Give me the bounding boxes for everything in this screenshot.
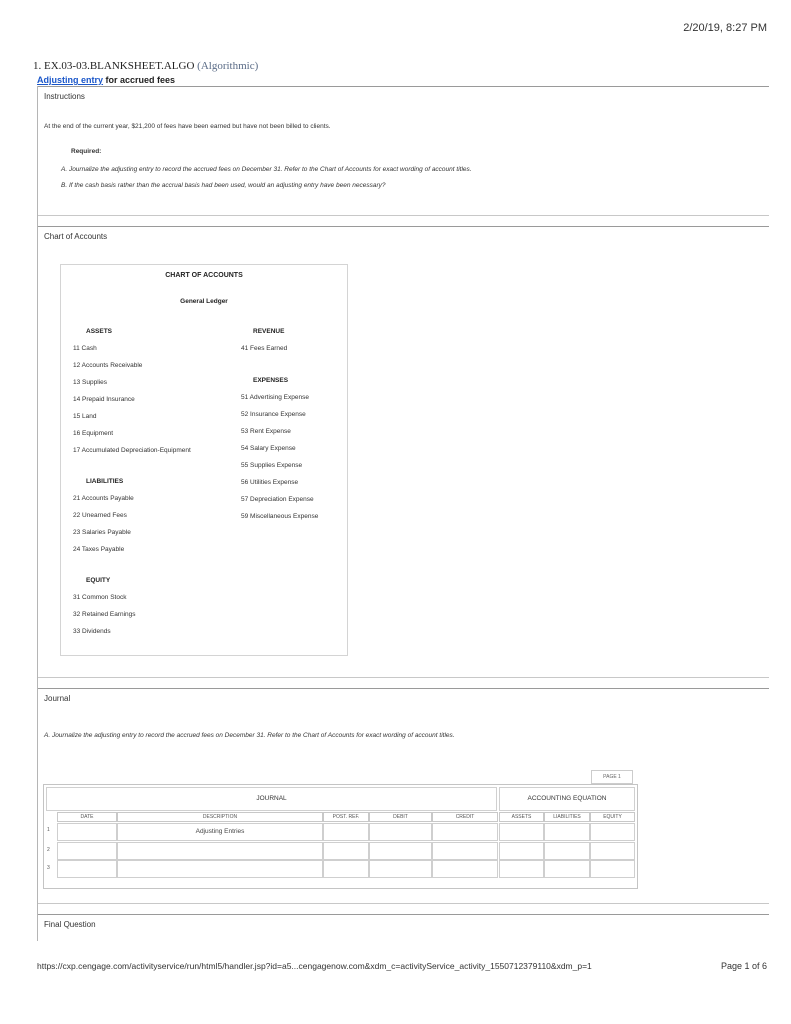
final-question-title: Final Question — [44, 920, 96, 929]
coa-subheading: General Ledger — [180, 298, 228, 305]
coa-heading: CHART OF ACCOUNTS — [165, 272, 243, 279]
section-border — [38, 914, 769, 915]
account-item: 32 Retained Earnings — [73, 611, 136, 618]
journal-table — [43, 784, 638, 889]
account-item: 21 Accounts Payable — [73, 495, 134, 502]
account-item: 13 Supplies — [73, 379, 107, 386]
print-date: 2/20/19, 8:27 PM — [683, 22, 767, 34]
account-item: 15 Land — [73, 413, 97, 420]
assets-cell[interactable] — [499, 860, 544, 878]
section-border — [38, 86, 769, 87]
instruction-item-b: B. If the cash basis rather than the accrual basis had been used, would an adjusting entry have been necessary? — [61, 182, 386, 189]
instructions-body: At the end of the current year, $21,200 of fees have been earned but have not been billed to clients. — [44, 123, 331, 130]
journal-title: Journal — [44, 694, 71, 703]
col-debit: DEBIT — [369, 812, 432, 822]
row-number: 3 — [47, 865, 50, 871]
section-divider — [38, 677, 769, 678]
section-border — [38, 226, 769, 227]
account-item: 31 Common Stock — [73, 594, 127, 601]
post-ref-cell[interactable] — [323, 842, 369, 860]
account-item: 24 Taxes Payable — [73, 546, 125, 553]
col-assets: ASSETS — [499, 812, 544, 822]
assets-cell[interactable] — [499, 842, 544, 860]
row-number: 1 — [47, 827, 50, 833]
account-item: 56 Utilities Expense — [241, 479, 299, 486]
col-equity: EQUITY — [590, 812, 635, 822]
account-item: 23 Salaries Payable — [73, 529, 131, 536]
date-cell[interactable] — [57, 823, 117, 841]
journal-page-tab[interactable]: PAGE 1 — [591, 770, 633, 784]
col-post-ref: POST. REF. — [323, 812, 369, 822]
post-ref-cell[interactable] — [323, 823, 369, 841]
col-date: DATE — [57, 812, 117, 822]
equity-cell[interactable] — [590, 823, 635, 841]
assets-heading: ASSETS — [86, 328, 113, 335]
col-credit: CREDIT — [432, 812, 498, 822]
chart-of-accounts-box — [60, 264, 348, 656]
account-item: 16 Equipment — [73, 430, 114, 437]
credit-cell[interactable] — [432, 842, 498, 860]
revenue-heading: REVENUE — [253, 328, 285, 335]
account-item: 59 Miscellaneous Expense — [241, 513, 319, 520]
final-question-section — [37, 914, 769, 941]
accounting-equation-header: ACCOUNTING EQUATION — [499, 787, 635, 811]
page-number: Page 1 of 6 — [720, 961, 767, 971]
account-item: 51 Advertising Expense — [241, 394, 309, 401]
section-border — [38, 688, 769, 689]
row-number: 2 — [47, 847, 50, 853]
equity-heading: EQUITY — [86, 577, 111, 584]
chart-of-accounts-title: Chart of Accounts — [44, 232, 108, 241]
account-item: 53 Rent Expense — [241, 428, 291, 435]
journal-instruction: A. Journalize the adjusting entry to record the accrued fees on December 31. Refer to the Chart of Accounts for exact wording of account titles. — [44, 732, 455, 739]
equity-cell[interactable] — [590, 860, 635, 878]
question-subtitle-rest: for accrued fees — [103, 75, 176, 85]
account-item: 55 Supplies Expense — [241, 462, 303, 469]
page-url: https://cxp.cengage.com/activityservice/run/html5/handler.jsp?id=a5...cengagenow.com&xdm_c=activityService_activity_1550712379110&xdm_p=1 — [37, 961, 592, 971]
credit-cell[interactable] — [432, 860, 498, 878]
account-item: 17 Accumulated Depreciation-Equipment — [73, 447, 191, 454]
journal-header: JOURNAL — [46, 787, 497, 811]
account-item: 41 Fees Earned — [241, 345, 288, 352]
instructions-section — [37, 86, 769, 226]
account-item: 22 Unearned Fees — [73, 512, 127, 519]
account-item: 33 Dividends — [73, 628, 111, 635]
credit-cell[interactable] — [432, 823, 498, 841]
instruction-item-a: A. Journalize the adjusting entry to record the accrued fees on December 31. Refer to the Chart of Accounts for exact wording of account titles. — [61, 166, 472, 173]
algorithmic-tag: (Algorithmic) — [197, 60, 259, 72]
debit-cell[interactable] — [369, 823, 432, 841]
description-cell[interactable] — [117, 842, 323, 860]
section-divider — [38, 903, 769, 904]
account-item: 52 Insurance Expense — [241, 411, 306, 418]
debit-cell[interactable] — [369, 842, 432, 860]
question-title — [33, 60, 258, 72]
expenses-heading: EXPENSES — [253, 377, 289, 384]
account-item: 14 Prepaid Insurance — [73, 396, 135, 403]
liabilities-cell[interactable] — [544, 823, 590, 841]
question-code: 1. EX.03-03.BLANKSHEET.ALGO — [33, 60, 195, 72]
assets-cell[interactable] — [499, 823, 544, 841]
account-item: 11 Cash — [73, 345, 97, 352]
col-liabilities: LIABILITIES — [544, 812, 590, 822]
account-item: 57 Depreciation Expense — [241, 496, 314, 503]
debit-cell[interactable] — [369, 860, 432, 878]
account-item: 54 Salary Expense — [241, 445, 296, 452]
col-description: DESCRIPTION — [117, 812, 323, 822]
required-label: Required: — [71, 148, 102, 155]
equity-cell[interactable] — [590, 842, 635, 860]
instructions-title: Instructions — [44, 92, 85, 101]
liabilities-heading: LIABILITIES — [86, 478, 124, 485]
date-cell[interactable] — [57, 842, 117, 860]
account-item: 12 Accounts Receivable — [73, 362, 143, 369]
section-divider — [38, 215, 769, 216]
description-cell[interactable]: Adjusting Entries — [117, 823, 323, 841]
question-subtitle — [37, 75, 175, 85]
liabilities-cell[interactable] — [544, 842, 590, 860]
description-cell[interactable] — [117, 860, 323, 878]
adjusting-entry-link[interactable]: Adjusting entry — [37, 75, 104, 85]
post-ref-cell[interactable] — [323, 860, 369, 878]
date-cell[interactable] — [57, 860, 117, 878]
liabilities-cell[interactable] — [544, 860, 590, 878]
